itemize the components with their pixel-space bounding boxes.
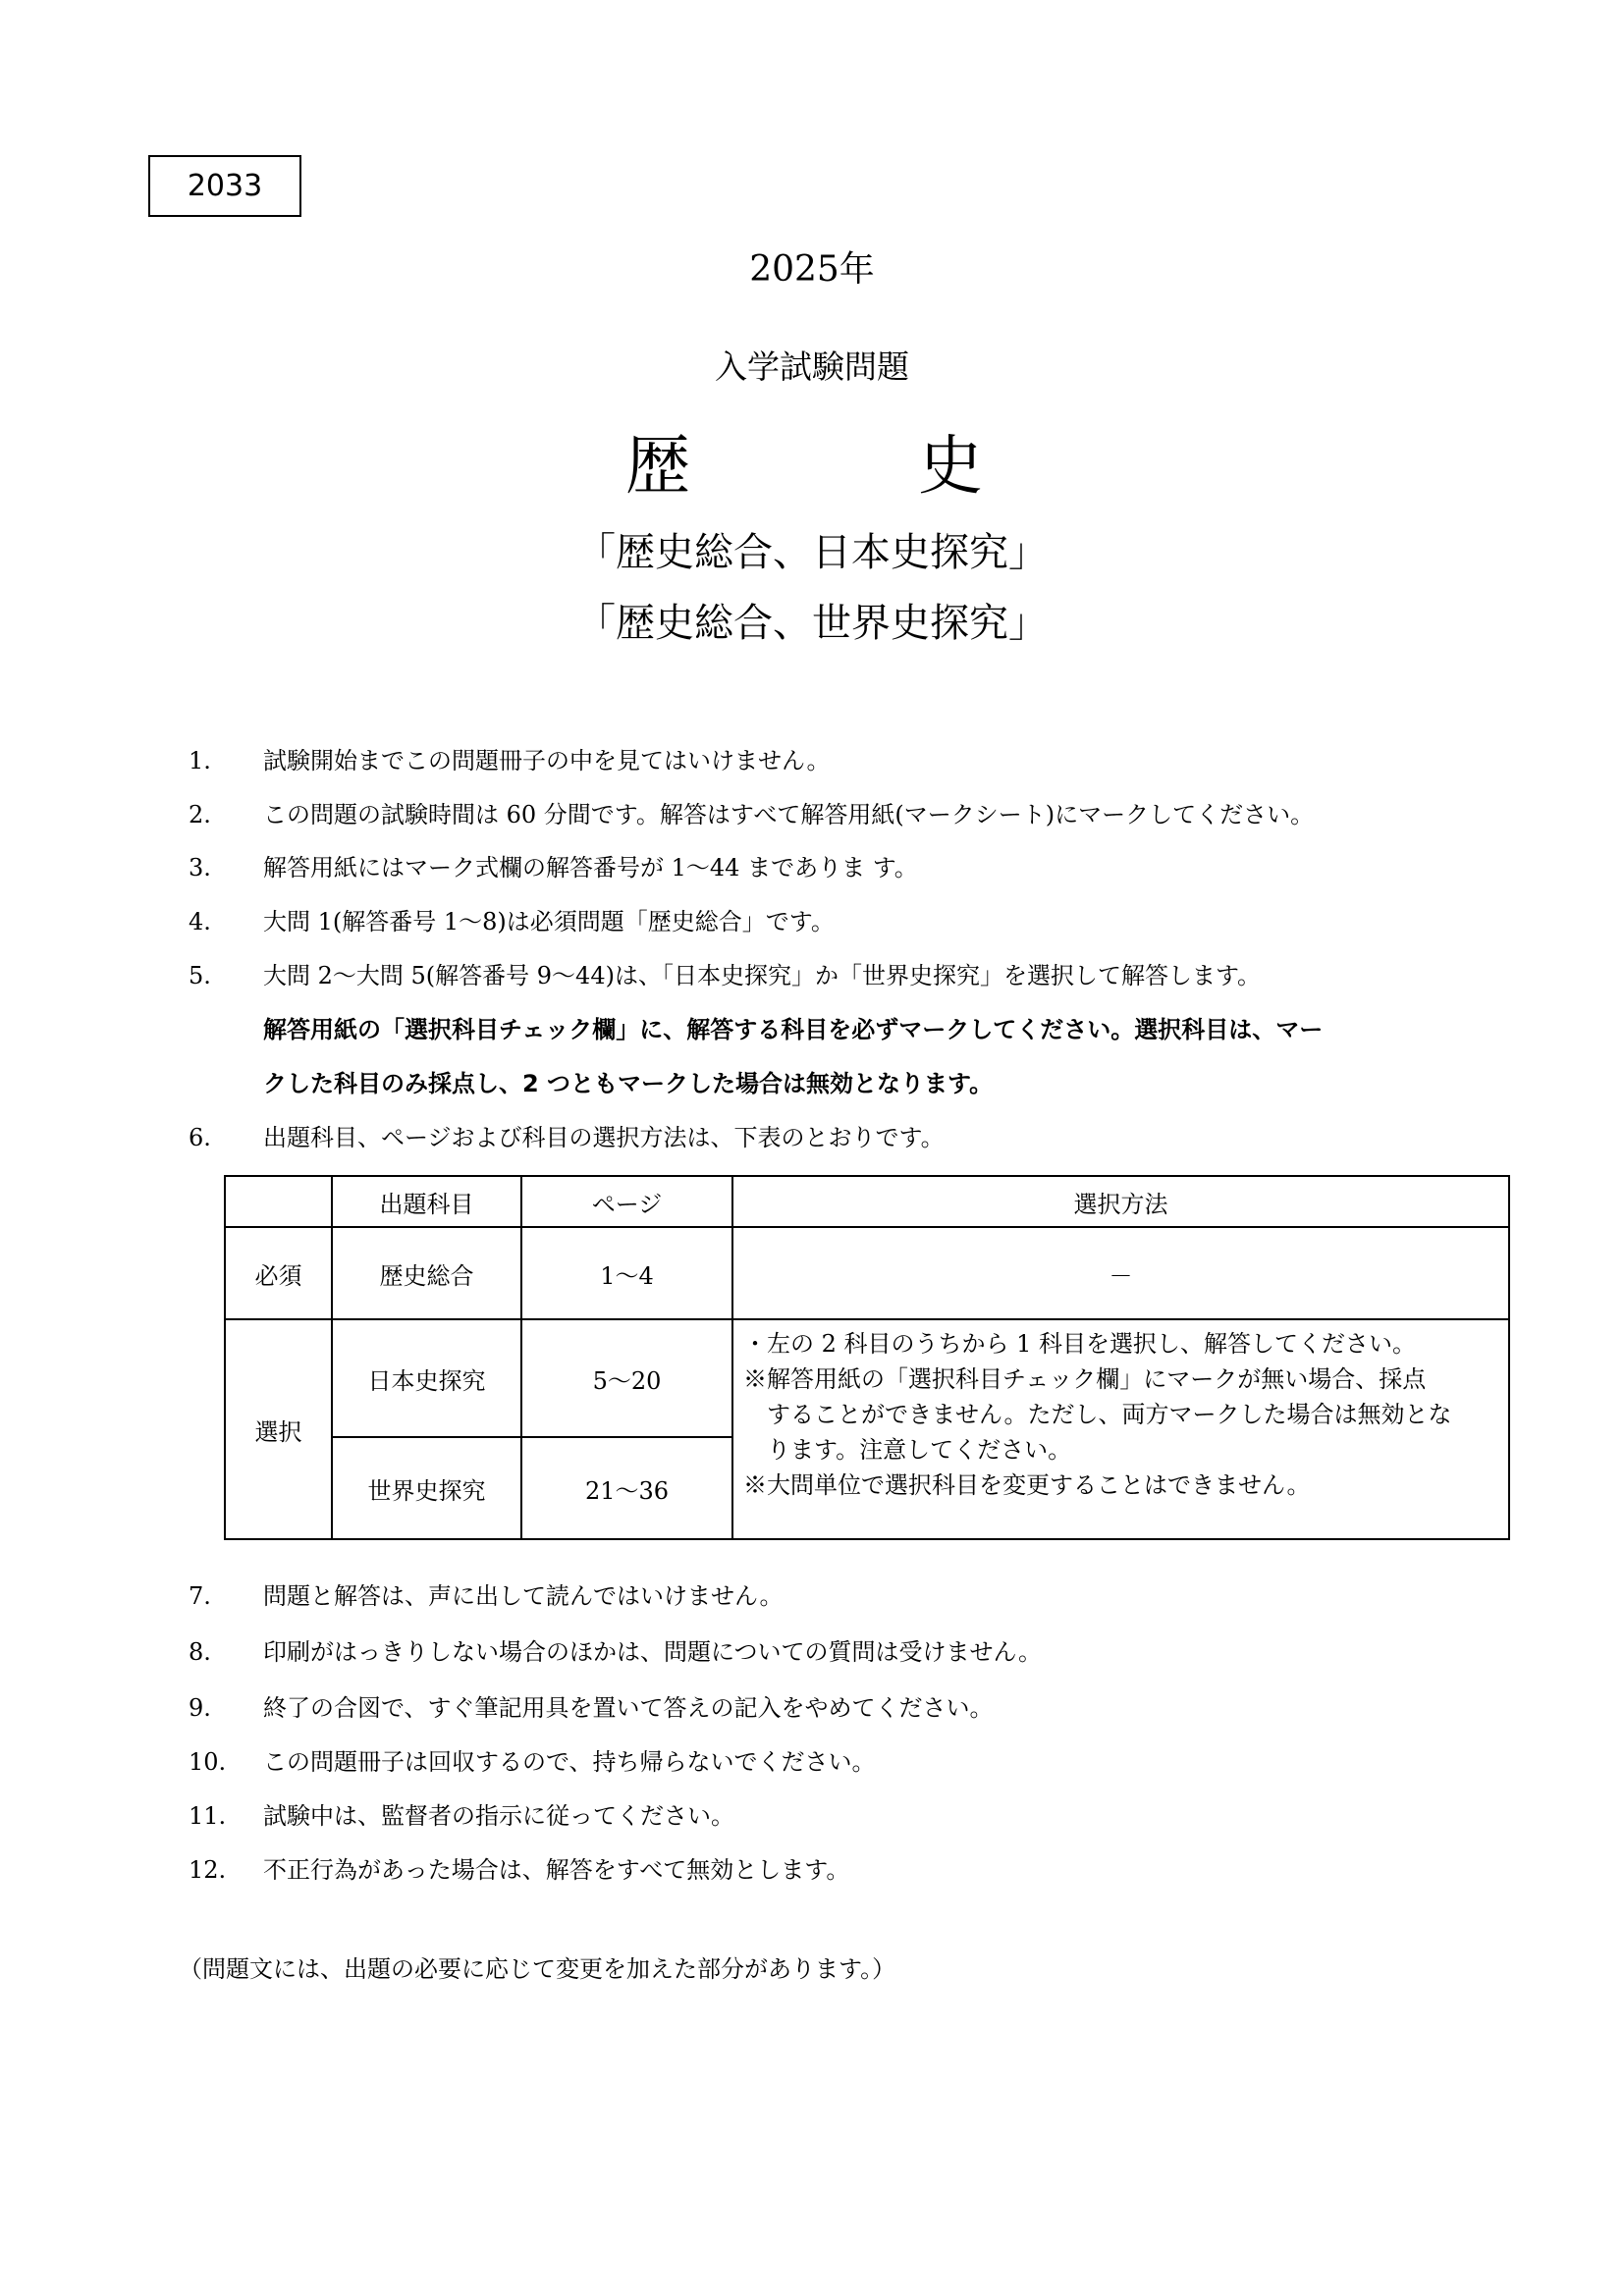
table-header-cell: 選択方法 bbox=[732, 1176, 1509, 1227]
method-line: することができません。ただし、両方マークした場合は無効とな bbox=[767, 1401, 1452, 1428]
table-row bbox=[225, 1227, 1509, 1319]
table-row bbox=[225, 1319, 1509, 1437]
table-header-cell: ページ bbox=[521, 1176, 732, 1227]
instruction-text: この問題冊子は回収するので、持ち帰らないでください。 bbox=[263, 1748, 876, 1776]
instruction-number: 6. bbox=[189, 1124, 211, 1151]
required-pages: 1～4 bbox=[521, 1227, 732, 1319]
table-header-cell bbox=[225, 1176, 332, 1227]
course-world-history: 「歴史総合、世界史探究」 bbox=[576, 601, 1048, 646]
method-line: ※解答用紙の「選択科目チェック欄」にマークが無い場合、採点 bbox=[743, 1365, 1427, 1393]
instruction-text: 問題と解答は、声に出して読んではいけません。 bbox=[263, 1582, 784, 1610]
exam-year: 2025年 bbox=[749, 249, 875, 290]
instruction-text: この問題の試験時間は 60 分間です。解答はすべて解答用紙(マークシート)にマークしてください。 bbox=[263, 801, 1315, 828]
subject-selection-table bbox=[224, 1175, 1510, 1540]
method-line: ・左の 2 科目のうちから 1 科目を選択し、解答してください。 bbox=[743, 1330, 1417, 1358]
required-method: － bbox=[732, 1227, 1509, 1319]
footer-note: （問題文には、出題の必要に応じて変更を加えた部分があります。） bbox=[179, 1955, 896, 1983]
instruction-number: 2. bbox=[189, 801, 211, 828]
instruction-text: 試験中は、監督者の指示に従ってください。 bbox=[263, 1802, 734, 1830]
instruction-text: 解答用紙にはマーク式欄の解答番号が 1～44 までありま す。 bbox=[263, 854, 918, 881]
elective-subject: 日本史探究 bbox=[332, 1319, 521, 1437]
instruction-number: 8. bbox=[189, 1638, 211, 1666]
method-line: ります。注意してください。 bbox=[767, 1436, 1072, 1464]
course-japanese-history: 「歴史総合、日本史探究」 bbox=[576, 530, 1048, 575]
subject-title-char-1: 歴 bbox=[625, 428, 690, 504]
elective-pages: 21～36 bbox=[521, 1437, 732, 1539]
instruction-number: 3. bbox=[189, 854, 211, 881]
instruction-number: 4. bbox=[189, 908, 211, 935]
bold-note-line-1: 解答用紙の「選択科目チェック欄」に、解答する科目を必ずマークしてください。選択科目は、マー bbox=[263, 1016, 1324, 1043]
instruction-number: 1. bbox=[189, 747, 211, 774]
instruction-text: 大問 2～大問 5(解答番号 9～44)は、「日本史探究」か「世界史探究」を選択して解答します。 bbox=[263, 962, 1262, 989]
instruction-text: 試験開始までこの問題冊子の中を見てはいけません。 bbox=[263, 747, 831, 774]
instruction-number: 7. bbox=[189, 1582, 211, 1610]
method-line: ※大問単位で選択科目を変更することはできません。 bbox=[743, 1471, 1311, 1499]
bold-note-line-2: クした科目のみ採点し、2 つともマークした場合は無効となります。 bbox=[263, 1070, 994, 1097]
table-header-row bbox=[225, 1176, 1509, 1227]
exam-title: 入学試験問題 bbox=[715, 347, 909, 386]
instruction-number: 11. bbox=[189, 1802, 227, 1830]
elective-subject: 世界史探究 bbox=[332, 1437, 521, 1539]
instruction-text: 大問 1(解答番号 1～8)は必須問題「歴史総合」です。 bbox=[263, 908, 835, 935]
subject-title-char-2: 史 bbox=[918, 428, 983, 504]
instruction-number: 12. bbox=[189, 1856, 227, 1884]
required-label: 必須 bbox=[225, 1227, 332, 1319]
required-subject: 歴史総合 bbox=[332, 1227, 521, 1319]
instruction-text: 不正行為があった場合は、解答をすべて無効とします。 bbox=[263, 1856, 850, 1884]
instruction-number: 10. bbox=[189, 1748, 227, 1776]
instruction-text: 出題科目、ページおよび科目の選択方法は、下表のとおりです。 bbox=[263, 1124, 945, 1151]
instruction-number: 5. bbox=[189, 962, 211, 989]
instruction-text: 印刷がはっきりしない場合のほかは、問題についての質問は受けません。 bbox=[263, 1638, 1042, 1666]
instruction-number: 9. bbox=[189, 1694, 211, 1722]
elective-pages: 5～20 bbox=[521, 1319, 732, 1437]
instruction-text: 終了の合図で、すぐ筆記用具を置いて答えの記入をやめてください。 bbox=[263, 1694, 994, 1722]
table-header-cell: 出題科目 bbox=[332, 1176, 521, 1227]
elective-label: 選択 bbox=[225, 1319, 332, 1539]
elective-method bbox=[732, 1319, 1509, 1539]
exam-code-box: 2033 bbox=[148, 155, 301, 217]
